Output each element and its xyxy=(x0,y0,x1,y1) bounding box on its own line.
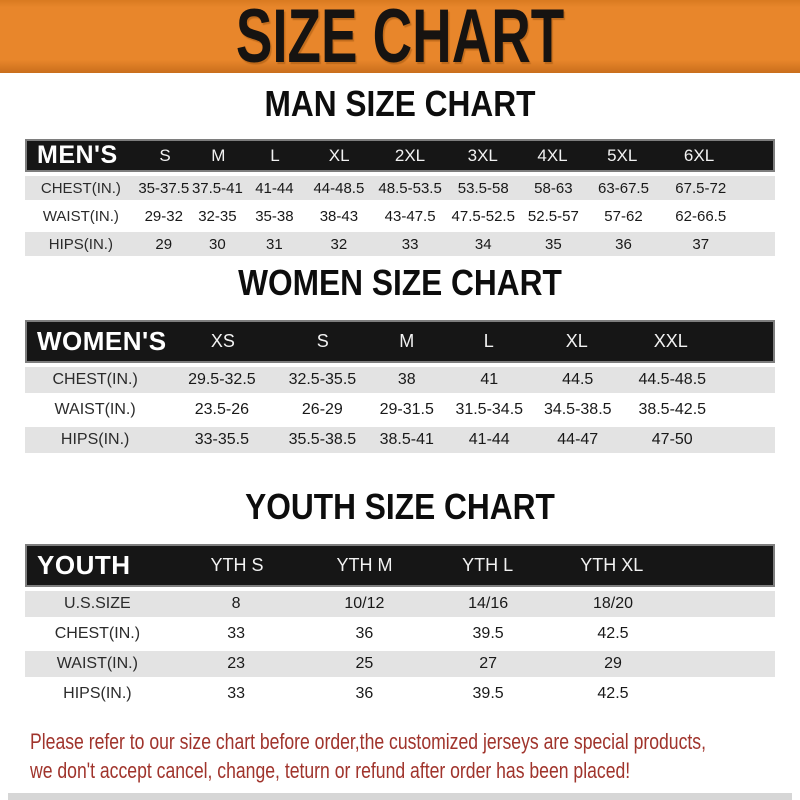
row-label: HIPS(IN.) xyxy=(63,685,132,702)
cell-value: 53.5-58 xyxy=(457,179,509,197)
size-table-header-row xyxy=(25,139,775,172)
footer-note-line-1: Please refer to our size chart before order,the customized jerseys are special products, xyxy=(30,729,706,754)
cell-value: 25 xyxy=(355,655,374,672)
cell-value: 30 xyxy=(209,235,226,253)
size-column-header: XS xyxy=(210,331,235,351)
cell-value: 48.5-53.5 xyxy=(378,179,442,197)
women-section-heading-text: WOMEN SIZE CHART xyxy=(238,262,562,303)
size-column-header: 4XL xyxy=(537,145,568,165)
cell-value: 34 xyxy=(474,235,492,253)
cell-value: 62-66.5 xyxy=(675,207,727,225)
cell-value: 63-67.5 xyxy=(598,179,649,197)
row-label: HIPS(IN.) xyxy=(48,235,113,253)
cell-value: 33 xyxy=(227,685,245,702)
cell-value: 35-37.5 xyxy=(138,179,190,197)
size-column-header: M xyxy=(399,331,415,351)
cell-value: 14/16 xyxy=(468,595,509,612)
cell-value: 39.5 xyxy=(472,685,504,702)
cell-value: 23 xyxy=(227,655,245,672)
cell-value: 47-50 xyxy=(651,431,693,448)
cell-value: 41-44 xyxy=(468,431,510,448)
cell-value: 58-63 xyxy=(534,179,573,197)
table-row xyxy=(25,232,775,256)
cell-value: 10/12 xyxy=(344,595,385,612)
table-row xyxy=(25,621,775,647)
size-column-header: M xyxy=(211,145,226,165)
cell-value: 29-31.5 xyxy=(379,401,434,418)
youth-section-heading xyxy=(0,486,800,527)
cell-value: 39.5 xyxy=(472,625,504,642)
cell-value: 35.5-38.5 xyxy=(288,431,357,448)
cell-value: 38.5-41 xyxy=(379,431,434,448)
cell-value: 44-47 xyxy=(557,431,599,448)
cell-value: 44-48.5 xyxy=(313,179,365,197)
cell-value: 26-29 xyxy=(301,401,343,418)
cell-value: 47.5-52.5 xyxy=(451,207,515,225)
size-column-header: L xyxy=(270,145,280,165)
cell-value: 32-35 xyxy=(198,207,237,225)
man-section-heading-text: MAN SIZE CHART xyxy=(264,83,536,124)
cell-value: 29-32 xyxy=(144,207,183,225)
man-section-heading xyxy=(0,83,800,124)
cell-value: 36 xyxy=(355,685,374,702)
footer-note-line-2: we don't accept cancel, change, teturn or refund after order has been placed! xyxy=(30,758,631,783)
cell-value: 37 xyxy=(692,235,710,253)
cell-value: 33 xyxy=(401,235,419,253)
row-label: HIPS(IN.) xyxy=(60,431,130,448)
cell-value: 29 xyxy=(604,655,622,672)
cell-value: 38-43 xyxy=(319,207,359,225)
cell-value: 33 xyxy=(227,625,245,642)
table-row xyxy=(25,176,775,200)
cell-value: 42.5 xyxy=(597,625,629,642)
size-table-header-row xyxy=(25,544,775,587)
cell-value: 32.5-35.5 xyxy=(288,371,357,388)
cell-value: 67.5-72 xyxy=(675,179,727,197)
size-column-header: YTH S xyxy=(210,555,264,575)
table-row xyxy=(25,397,775,423)
size-column-header: L xyxy=(483,331,494,351)
table-corner-label: WOMEN'S xyxy=(37,326,167,356)
size-column-header: YTH XL xyxy=(580,555,644,575)
cell-value: 57-62 xyxy=(604,207,643,225)
cell-value: 23.5-26 xyxy=(194,401,249,418)
table-corner-label: MEN'S xyxy=(37,141,118,169)
cell-value: 42.5 xyxy=(597,685,629,702)
cell-value: 34.5-38.5 xyxy=(543,401,612,418)
cell-value: 36 xyxy=(615,235,632,253)
row-label: CHEST(IN.) xyxy=(40,179,121,197)
size-column-header: 5XL xyxy=(607,145,638,165)
size-column-header: 2XL xyxy=(394,145,426,165)
cell-value: 41 xyxy=(480,371,499,388)
cell-value: 43-47.5 xyxy=(384,207,436,225)
women-section-heading xyxy=(0,262,800,303)
cell-value: 27 xyxy=(479,655,497,672)
size-column-header: XXL xyxy=(653,331,688,351)
women-size-table xyxy=(25,320,775,453)
row-label: U.S.SIZE xyxy=(64,595,131,612)
cell-value: 18/20 xyxy=(592,595,633,612)
size-column-header: S xyxy=(159,145,171,165)
cell-value: 35-38 xyxy=(255,207,294,225)
size-table-header-row xyxy=(25,320,775,363)
cell-value: 36 xyxy=(355,625,374,642)
row-label: CHEST(IN.) xyxy=(52,371,138,388)
size-column-header: XL xyxy=(328,145,350,165)
table-corner-label: YOUTH xyxy=(37,550,131,580)
cell-value: 31.5-34.5 xyxy=(455,401,524,418)
cell-value: 33-35.5 xyxy=(194,431,249,448)
table-row xyxy=(25,591,775,617)
cell-value: 31 xyxy=(266,235,283,253)
page-title: SIZE CHART xyxy=(235,0,565,79)
footer-note xyxy=(0,727,800,785)
cell-value: 41-44 xyxy=(255,179,294,197)
men-size-table xyxy=(25,139,775,256)
cell-value: 44.5 xyxy=(562,371,594,388)
banner xyxy=(0,0,800,79)
youth-size-table xyxy=(25,544,775,707)
cell-value: 37.5-41 xyxy=(191,179,243,197)
size-column-header: YTH L xyxy=(462,555,514,575)
row-label: WAIST(IN.) xyxy=(54,401,136,418)
size-column-header: 6XL xyxy=(683,145,715,165)
youth-section-heading-text: YOUTH SIZE CHART xyxy=(245,486,555,527)
table-row xyxy=(25,204,775,228)
cell-value: 35 xyxy=(545,235,562,253)
bottom-edge-strip xyxy=(8,793,792,800)
cell-value: 52.5-57 xyxy=(527,207,579,225)
size-column-header: YTH M xyxy=(336,555,393,575)
cell-value: 38.5-42.5 xyxy=(638,401,707,418)
table-row xyxy=(25,681,775,707)
row-label: WAIST(IN.) xyxy=(42,207,119,225)
cell-value: 29.5-32.5 xyxy=(188,371,256,388)
cell-value: 44.5-48.5 xyxy=(638,371,707,388)
row-label: CHEST(IN.) xyxy=(54,625,141,642)
cell-value: 38 xyxy=(397,371,416,388)
size-column-header: S xyxy=(316,331,329,351)
table-row xyxy=(25,367,775,393)
size-column-header: 3XL xyxy=(467,145,498,165)
row-label: WAIST(IN.) xyxy=(56,655,138,672)
cell-value: 8 xyxy=(231,595,241,612)
table-row xyxy=(25,427,775,453)
cell-value: 32 xyxy=(330,235,348,253)
table-row xyxy=(25,651,775,677)
cell-value: 29 xyxy=(155,235,173,253)
size-column-header: XL xyxy=(565,331,588,351)
